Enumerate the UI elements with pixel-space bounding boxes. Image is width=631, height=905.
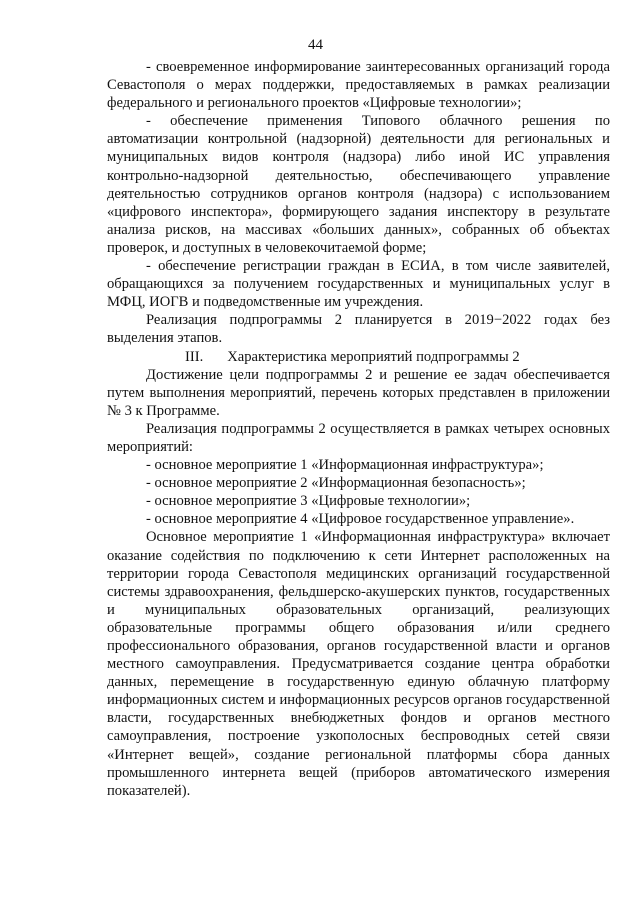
- section-title: Характеристика мероприятий подпрограммы 2: [227, 348, 520, 365]
- paragraph-informing-organizations: - своевременное информирование заинтересованных организаций города Севастополя о мерах поддержки, предоставляемых в рамках реализации федерального и регионального проектов «Цифровые технологии»;: [107, 59, 610, 112]
- paragraph-main-activities-intro: Реализация подпрограммы 2 осуществляется в рамках четырех основных мероприятий:: [107, 420, 610, 455]
- page-number: 44: [308, 37, 323, 53]
- list-item-activity-4: - основное мероприятие 4 «Цифровое государственное управление».: [146, 511, 575, 528]
- list-item-activity-1: - основное мероприятие 1 «Информационная инфраструктура»;: [146, 457, 544, 474]
- list-item-activity-3: - основное мероприятие 3 «Цифровые технологии»;: [146, 493, 471, 510]
- paragraph-infrastructure-activity: Основное мероприятие 1 «Информационная инфраструктура» включает оказание содействия по подключению к сети Интернет расположенных на территории города Севастополя медицинских организаций государственной системы здравоохранения, фельдшерско-акушерских пунктов, государственных и муниципальных образовательных организаций, реализующих образовательные программы общего образования и/или среднего профессионального образования, органов государственной власти и органов местного самоуправления. Предусматривается создание центра обработки данных, перемещение в государственную единую облачную платформу информационных систем и информационных ресурсов органов государственной власти, государственных внебюджетных фондов и органов местного самоуправления, построение узкополосных беспроводных сетей связи «Интернет вещей», создание региональной платформы сбора данных промышленного интернета вещей (приборов автоматического измерения показателей).: [107, 529, 610, 799]
- section-heading: [107, 348, 610, 366]
- list-item-activity-2: - основное мероприятие 2 «Информационная безопасность»;: [146, 475, 526, 492]
- document-body: [107, 58, 610, 800]
- section-numeral: III.: [185, 348, 204, 365]
- paragraph-cloud-solution: - обеспечение применения Типового облачного решения по автоматизации контрольной (надзорной) деятельности для региональных и муниципальных видов контроля (надзора) либо иной ИС управления контрольно-надзорной деятельностью, обеспечивающего управление деятельностью сотрудников органов контроля (надзора) с использованием «цифрового инспектора», формирующего задания инспектору в результате анализа рисков, на массивах «больших данных», собранных об объектах проверок, и доступных в человекочитаемой форме;: [107, 113, 610, 256]
- paragraph-esia-registration: - обеспечение регистрации граждан в ЕСИА, в том числе заявителей, обращающихся за получением государственных и муниципальных услуг в МФЦ, ИОГВ и подведомственные им учреждения.: [107, 258, 610, 311]
- paragraph-goal-achievement: Достижение цели подпрограммы 2 и решение ее задач обеспечивается путем выполнения мероприятий, перечень которых представлен в приложении № 3 к Программе.: [107, 366, 610, 419]
- paragraph-implementation-period: Реализация подпрограммы 2 планируется в 2019−2022 годах без выделения этапов.: [107, 312, 610, 347]
